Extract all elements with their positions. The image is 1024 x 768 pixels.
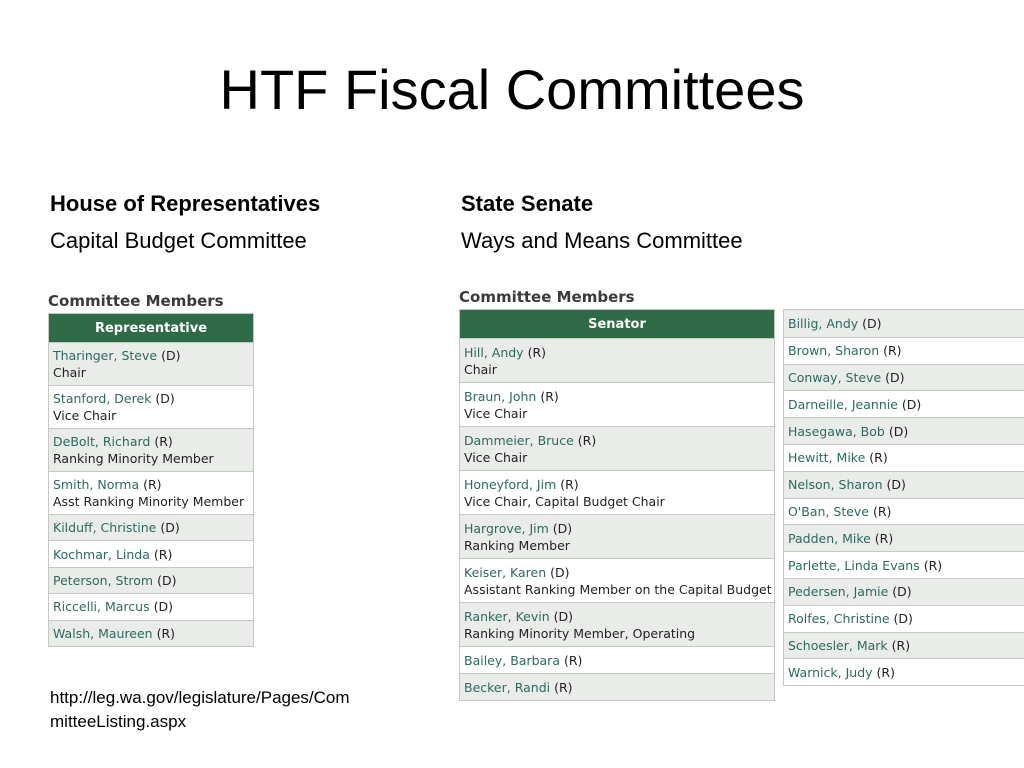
member-role: Ranking Minority Member, Operating bbox=[464, 625, 696, 641]
member-row bbox=[460, 602, 774, 646]
house-heading: House of Representatives bbox=[50, 191, 321, 216]
member-row bbox=[784, 498, 1024, 525]
member-party: (D) bbox=[157, 572, 177, 588]
member-party: (D) bbox=[862, 315, 882, 331]
member-name-link[interactable]: Brown, Sharon bbox=[788, 343, 880, 359]
member-name-link[interactable]: DeBolt, Richard bbox=[53, 434, 151, 449]
member-role: Chair bbox=[53, 365, 86, 380]
member-row bbox=[784, 578, 1024, 605]
member-role: Vice Chair bbox=[464, 405, 528, 421]
member-name-link[interactable]: Hill, Andy bbox=[464, 344, 524, 360]
member-party: (D) bbox=[886, 477, 906, 493]
senate-committee-name: Ways and Means Committee bbox=[461, 228, 743, 253]
member-row bbox=[784, 444, 1024, 471]
member-row bbox=[49, 385, 253, 428]
slide-title: HTF Fiscal Committees bbox=[219, 58, 805, 121]
member-party: (D) bbox=[160, 520, 180, 536]
house-committee-name: Capital Budget Committee bbox=[50, 228, 307, 253]
member-party: (R) bbox=[563, 652, 583, 668]
member-name-link[interactable]: Hewitt, Mike bbox=[788, 450, 866, 466]
member-name-link[interactable]: Bailey, Barbara bbox=[464, 652, 560, 668]
member-row bbox=[49, 428, 253, 471]
senate-members-table-continued bbox=[783, 309, 1024, 686]
member-name-link[interactable]: Keiser, Karen bbox=[464, 564, 547, 580]
member-name-link[interactable]: Dammeier, Bruce bbox=[464, 432, 574, 448]
senate-members-table bbox=[459, 309, 775, 701]
member-role: Asst Ranking Minority Member bbox=[53, 494, 245, 509]
member-row bbox=[460, 514, 774, 558]
member-party: (R) bbox=[872, 503, 892, 519]
member-party: (D) bbox=[155, 391, 175, 406]
member-role: Vice Chair bbox=[464, 449, 528, 465]
member-row bbox=[784, 337, 1024, 364]
member-name-link[interactable]: Rolfes, Christine bbox=[788, 611, 890, 627]
member-row bbox=[784, 417, 1024, 444]
member-row bbox=[49, 567, 253, 593]
member-name-link[interactable]: Braun, John bbox=[464, 388, 537, 404]
member-row bbox=[784, 632, 1024, 659]
member-party: (R) bbox=[883, 343, 902, 359]
member-name-link[interactable]: Conway, Steve bbox=[788, 369, 882, 385]
member-name-link[interactable]: Kilduff, Christine bbox=[53, 520, 157, 536]
member-row bbox=[784, 390, 1024, 417]
member-role: Chair bbox=[464, 361, 497, 377]
member-party: (R) bbox=[156, 625, 176, 641]
member-name-link[interactable]: Ranker, Kevin bbox=[464, 608, 550, 624]
member-name-link[interactable]: Smith, Norma bbox=[53, 477, 140, 492]
member-party: (R) bbox=[577, 432, 597, 448]
member-row bbox=[460, 470, 774, 514]
member-row bbox=[49, 540, 253, 566]
house-members-table bbox=[48, 313, 254, 647]
member-row bbox=[460, 673, 774, 700]
member-name-link[interactable]: Kochmar, Linda bbox=[53, 546, 150, 562]
member-name-link[interactable]: Becker, Randi bbox=[464, 679, 551, 695]
member-party: (D) bbox=[901, 396, 922, 412]
member-row bbox=[49, 620, 253, 646]
member-name-link[interactable]: Tharinger, Steve bbox=[53, 348, 158, 363]
senate-table-header: Senator bbox=[460, 310, 774, 338]
member-row bbox=[49, 471, 253, 514]
member-name-link[interactable]: Hargrove, Jim bbox=[464, 520, 549, 536]
house-members-label: Committee Members bbox=[48, 292, 224, 310]
member-party: (R) bbox=[876, 664, 895, 680]
member-name-link[interactable]: Darneille, Jeannie bbox=[788, 396, 898, 412]
member-row bbox=[784, 524, 1024, 551]
member-party: (D) bbox=[552, 520, 573, 536]
member-party: (D) bbox=[153, 599, 173, 615]
member-name-link[interactable]: Parlette, Linda Evans bbox=[788, 557, 920, 573]
member-name-link[interactable]: Peterson, Strom bbox=[53, 572, 154, 588]
member-row bbox=[784, 310, 1024, 337]
member-row bbox=[784, 658, 1024, 685]
member-party: (R) bbox=[554, 679, 573, 695]
member-party: (R) bbox=[153, 546, 173, 562]
member-row bbox=[49, 342, 253, 385]
member-name-link[interactable]: Schoesler, Mark bbox=[788, 637, 888, 653]
member-name-link[interactable]: O'Ban, Steve bbox=[788, 503, 869, 519]
member-name-link[interactable]: Stanford, Derek bbox=[53, 391, 152, 406]
member-name-link[interactable]: Nelson, Sharon bbox=[788, 477, 883, 493]
member-name-link[interactable]: Warnick, Judy bbox=[788, 664, 873, 680]
member-party: (D) bbox=[161, 348, 181, 363]
member-party: (D) bbox=[550, 564, 570, 580]
source-url: http://leg.wa.gov/legislature/Pages/CommitteeListing.aspx bbox=[50, 688, 350, 731]
member-row bbox=[49, 514, 253, 540]
member-row bbox=[460, 646, 774, 673]
member-row bbox=[784, 551, 1024, 578]
member-name-link[interactable]: Honeyford, Jim bbox=[464, 476, 557, 492]
member-name-link[interactable]: Pedersen, Jamie bbox=[788, 584, 889, 600]
member-row bbox=[460, 382, 774, 426]
member-role: Assistant Ranking Member on the Capital Budget bbox=[464, 581, 772, 597]
member-row bbox=[784, 364, 1024, 391]
member-party: (R) bbox=[560, 476, 579, 492]
member-name-link[interactable]: Riccelli, Marcus bbox=[53, 599, 150, 615]
member-party: (D) bbox=[888, 423, 909, 439]
member-row bbox=[784, 471, 1024, 498]
member-row bbox=[784, 605, 1024, 632]
member-party: (R) bbox=[143, 477, 162, 492]
member-role: Vice Chair, Capital Budget Chair bbox=[464, 493, 665, 509]
senate-heading: State Senate bbox=[461, 191, 594, 216]
member-row bbox=[460, 426, 774, 470]
member-party: (D) bbox=[553, 608, 573, 624]
senate-members-label: Committee Members bbox=[459, 288, 635, 306]
member-party: (R) bbox=[540, 388, 559, 404]
member-role: Ranking Minority Member bbox=[53, 451, 214, 466]
member-party: (R) bbox=[923, 557, 943, 573]
member-party: (R) bbox=[527, 344, 547, 360]
member-row bbox=[460, 558, 774, 602]
member-role: Vice Chair bbox=[53, 408, 117, 423]
house-table-header: Representative bbox=[49, 314, 253, 342]
member-name-link[interactable]: Hasegawa, Bob bbox=[788, 423, 885, 439]
member-party: (D) bbox=[893, 611, 913, 627]
member-party: (D) bbox=[885, 369, 905, 385]
member-name-link[interactable]: Billig, Andy bbox=[788, 315, 859, 331]
member-party: (R) bbox=[869, 450, 888, 466]
member-party: (R) bbox=[874, 530, 894, 546]
member-party: (D) bbox=[892, 584, 912, 600]
member-party: (R) bbox=[891, 637, 911, 653]
member-party: (R) bbox=[154, 434, 173, 449]
member-row bbox=[460, 338, 774, 382]
member-name-link[interactable]: Padden, Mike bbox=[788, 530, 871, 546]
member-row bbox=[49, 593, 253, 619]
member-role: Ranking Member bbox=[464, 537, 570, 553]
member-name-link[interactable]: Walsh, Maureen bbox=[53, 625, 153, 641]
